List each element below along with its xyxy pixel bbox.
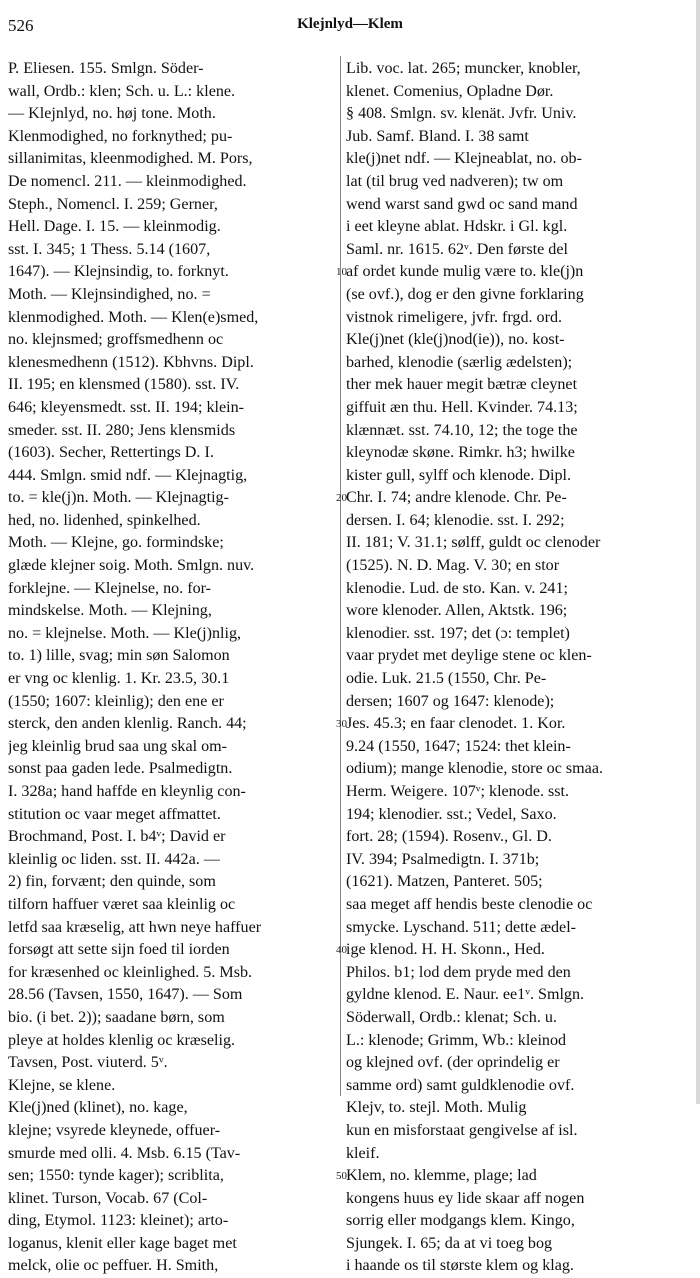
left-column bbox=[8, 58, 334, 1278]
text-line: Kle(j)ned (klinet), no. kage, bbox=[8, 1099, 188, 1117]
text-line: forklejne. — Klejnelse, no. for- bbox=[8, 579, 212, 597]
text-line: ding, Etymol. 1123: kleinet); arto- bbox=[8, 1212, 229, 1230]
text-line: fort. 28; (1594). Rosenv., Gl. D. bbox=[346, 828, 552, 846]
text-line: L.: klenode; Grimm, Wb.: kleinod bbox=[346, 1031, 567, 1049]
text-line: wend warst sand gwd oc sand mand bbox=[346, 195, 578, 213]
text-line: i haande os til største klem og klag. bbox=[346, 1257, 574, 1275]
right-column bbox=[346, 58, 684, 1278]
text-line: vistnok rimeligere, jvfr. frgd. ord. bbox=[346, 308, 563, 326]
text-line: Moth. — Klejne, go. formindske; bbox=[8, 534, 224, 552]
text-line: klenmodighed. Moth. — Klen(e)smed, bbox=[8, 308, 259, 326]
text-line: Saml. nr. 1615. 62ᵛ. Den første del bbox=[346, 240, 568, 258]
text-line: sonst paa gaden lede. Psalmedigtn. bbox=[8, 760, 233, 778]
text-line: Klejv, to. stejl. Moth. Mulig bbox=[346, 1099, 527, 1117]
text-line: bio. (i bet. 2)); saadane børn, som bbox=[8, 1008, 225, 1026]
text-line: Klem, no. klemme, plage; lad bbox=[346, 1167, 537, 1185]
text-line: dersen; 1607 og 1647: klenode); bbox=[346, 692, 555, 710]
text-line: hed, no. lidenhed, spinkelhed. bbox=[8, 511, 201, 529]
text-line: ther mek hauer megit bætræ cleynet bbox=[346, 376, 578, 394]
text-line: pleye at holdes klenlig oc kræselig. bbox=[8, 1031, 236, 1049]
text-line: klenodie. Lud. de sto. Kan. v. 241; bbox=[346, 579, 568, 597]
text-line: Steph., Nomencl. I. 259; Gerner, bbox=[8, 195, 218, 213]
text-line: no. klejnsmed; groffsmedhenn oc bbox=[8, 331, 224, 349]
text-line: kun en misforstaat gengivelse af isl. bbox=[346, 1121, 578, 1139]
text-line: kister gull, sylff och klenode. Dipl. bbox=[346, 466, 571, 484]
text-line: 444. Smlgn. smid ndf. — Klejnagtig, bbox=[8, 466, 248, 484]
line-number: 30 bbox=[336, 718, 347, 731]
text-line: tilforn haffuer været saa kleinlig oc bbox=[8, 895, 236, 913]
text-line: Lib. voc. lat. 265; muncker, knobler, bbox=[346, 60, 581, 77]
text-line: smeder. sst. II. 280; Jens klensmids bbox=[8, 421, 236, 439]
text-line: Jub. Samf. Bland. I. 38 samt bbox=[346, 127, 529, 145]
text-line: sterck, den anden klenlig. Ranch. 44; bbox=[8, 715, 247, 733]
text-line: 28.56 (Tavsen, 1550, 1647). — Som bbox=[8, 986, 243, 1004]
text-line: sst. I. 345; 1 Thess. 5.14 (1607, bbox=[8, 240, 211, 258]
text-line: saa meget aff hendis beste clenodie oc bbox=[346, 895, 593, 913]
line-number: 40 bbox=[336, 944, 347, 957]
text-line: ige klenod. H. H. Skonn., Hed. bbox=[346, 941, 545, 959]
text-line: no. = klejnelse. Moth. — Kle(j)nlig, bbox=[8, 624, 242, 642]
text-line: P. Eliesen. 155. Smlgn. Söder- bbox=[8, 60, 204, 77]
text-line: (se ovf.), dog er den givne forklaring bbox=[346, 285, 584, 303]
text-line: Chr. I. 74; andre klenode. Chr. Pe- bbox=[346, 489, 567, 507]
text-line: to. = kle(j)n. Moth. — Klejnagtig- bbox=[8, 489, 229, 507]
text-line: klenodier. sst. 197; det (ɔ: templet) bbox=[346, 624, 570, 642]
text-line: lat (til brug ved nadveren); tw om bbox=[346, 172, 564, 190]
text-line: Sjungek. I. 65; da at vi toeg bog bbox=[346, 1234, 553, 1252]
text-line: 2) fin, forvænt; den quinde, som bbox=[8, 873, 216, 891]
text-line: Kle(j)net (kle(j)nod(ie)), no. kost- bbox=[346, 331, 565, 349]
text-line: 9.24 (1550, 1647; 1524: thet klein- bbox=[346, 737, 571, 755]
text-line: er vng oc klenlig. 1. Kr. 23.5, 30.1 bbox=[8, 670, 230, 688]
text-line: — Klejnlyd, no. høj tone. Moth. bbox=[8, 105, 216, 123]
text-line: klinet. Turson, Vocab. 67 (Col- bbox=[8, 1189, 208, 1207]
text-line: klejne; vsyrede kleynede, offuer- bbox=[8, 1121, 221, 1139]
text-line: stitution oc vaar meget affmattet. bbox=[8, 805, 221, 823]
running-head: Klejnlyd—Klem bbox=[297, 16, 403, 32]
text-line: klænnæt. sst. 74.10, 12; the toge the bbox=[346, 421, 578, 439]
text-line: (1621). Matzen, Panteret. 505; bbox=[346, 873, 543, 891]
text-line: kleinlig oc liden. sst. II. 442a. — bbox=[8, 850, 220, 868]
text-line: giffuit æn thu. Hell. Kvinder. 74.13; bbox=[346, 398, 578, 416]
page-edge bbox=[696, 0, 700, 1104]
text-line: jeg kleinlig brud saa ung skal om- bbox=[8, 737, 228, 755]
text-line: og klejned ovf. (der oprindelig er bbox=[346, 1054, 560, 1072]
text-line: af ordet kunde mulig være to. kle(j)n bbox=[346, 263, 584, 281]
text-line: Moth. — Klejnsindighed, no. = bbox=[8, 285, 211, 303]
text-line: forsøgt att sette sijn foed til iorden bbox=[8, 941, 230, 959]
text-line: klenet. Comenius, Opladne Dør. bbox=[346, 82, 554, 100]
text-line: 646; kleyensmedt. sst. II. 194; klein- bbox=[8, 398, 245, 416]
text-line: II. 195; en klensmed (1580). sst. IV. bbox=[8, 376, 240, 394]
text-line: wore klenoder. Allen, Aktstk. 196; bbox=[346, 602, 568, 620]
text-line: odium); mange klenodie, store oc smaa. bbox=[346, 760, 603, 778]
text-line: for kræsenhed oc kleinlighed. 5. Msb. bbox=[8, 963, 253, 981]
text-line: Philos. b1; lod dem pryde med den bbox=[346, 963, 571, 981]
text-line: smurde med olli. 4. Msb. 6.15 (Tav- bbox=[8, 1144, 241, 1162]
text-line: sillanimitas, kleenmodighed. M. Pors, bbox=[8, 150, 253, 168]
text-line: smycke. Lyschand. 511; dette ædel- bbox=[346, 918, 577, 936]
text-line: klenesmedhenn (1512). Kbhvns. Dipl. bbox=[8, 353, 254, 371]
text-line: 194; klenodier. sst.; Vedel, Saxo. bbox=[346, 805, 557, 823]
text-line: odie. Luk. 21.5 (1550, Chr. Pe- bbox=[346, 670, 547, 688]
text-line: barhed, klenodie (særlig ædelsten); bbox=[346, 353, 573, 371]
text-line: Jes. 45.3; en faar clenodet. 1. Kor. bbox=[346, 715, 566, 733]
text-line: mindskelse. Moth. — Klejning, bbox=[8, 602, 212, 620]
line-number: 10 bbox=[336, 266, 347, 279]
text-line: (1550; 1607: kleinlig); den ene er bbox=[8, 692, 224, 710]
text-line: Tavsen, Post. viuterd. 5ᵛ. bbox=[8, 1054, 168, 1072]
text-line: glæde klejner soig. Moth. Smlgn. nuv. bbox=[8, 557, 255, 575]
text-line: gyldne klenod. E. Naur. ee1ᵛ. Smlgn. bbox=[346, 986, 585, 1004]
text-line: Söderwall, Ordb.: klenat; Sch. u. bbox=[346, 1008, 557, 1026]
text-line: vaar prydet met deylige stene oc klen- bbox=[346, 647, 592, 665]
text-line: Hell. Dage. I. 15. — kleinmodig. bbox=[8, 218, 221, 236]
text-line: kongens huus ey lide skaar aff nogen bbox=[346, 1189, 585, 1207]
text-line: sorrig eller modgangs klem. Kingo, bbox=[346, 1212, 575, 1230]
text-line: (1525). N. D. Mag. V. 30; en stor bbox=[346, 557, 560, 575]
text-line: samme ord) samt guldklenodie ovf. bbox=[346, 1076, 575, 1094]
text-line: IV. 394; Psalmedigtn. I. 371b; bbox=[346, 850, 540, 868]
text-line: dersen. I. 64; klenodie. sst. I. 292; bbox=[346, 511, 565, 529]
text-line: wall, Ordb.: klen; Sch. u. L.: klene. bbox=[8, 82, 236, 100]
text-line: kle(j)net ndf. — Klejneablat, no. ob- bbox=[346, 150, 582, 168]
text-line: melck, olie oc peffuer. H. Smith, bbox=[8, 1257, 219, 1275]
line-number: 50 bbox=[336, 1170, 347, 1183]
text-line: 1647). — Klejnsindig, to. forknyt. bbox=[8, 263, 229, 281]
text-line: to. 1) lille, svag; min søn Salomon bbox=[8, 647, 230, 665]
text-line: Herm. Weigere. 107ᵛ; klenode. sst. bbox=[346, 783, 570, 800]
page-header bbox=[0, 10, 700, 40]
line-number: 20 bbox=[336, 492, 347, 505]
text-line: I. 328a; hand haffde en kleynlig con- bbox=[8, 783, 246, 800]
text-line: loganus, klenit eller kage baget met bbox=[8, 1234, 237, 1252]
text-line: Klejne, se klene. bbox=[8, 1076, 116, 1094]
text-line: sen; 1550: tynde kager); scriblita, bbox=[8, 1167, 224, 1185]
text-line: Klenmodighed, no forknythed; pu- bbox=[8, 127, 233, 145]
column-divider bbox=[340, 56, 341, 1096]
text-line: kleynodæ skøne. Rimkr. h3; hwilke bbox=[346, 444, 575, 462]
text-line: De nomencl. 211. — kleinmodighed. bbox=[8, 172, 247, 190]
text-line: kleif. bbox=[346, 1144, 380, 1162]
text-line: (1603). Secher, Rettertings D. I. bbox=[8, 444, 214, 462]
text-line: II. 181; V. 31.1; sølff, guldt oc clenoder bbox=[346, 534, 601, 552]
page-number: 526 bbox=[8, 16, 34, 35]
text-line: § 408. Smlgn. sv. klenät. Jvfr. Univ. bbox=[346, 105, 577, 123]
text-line: letfd saa kræselig, att hwn neye haffuer bbox=[8, 918, 262, 936]
text-line: i eet kleyne ablat. Hdskr. i Gl. kgl. bbox=[346, 218, 568, 236]
text-line: Brochmand, Post. I. b4ᵛ; David er bbox=[8, 828, 226, 846]
